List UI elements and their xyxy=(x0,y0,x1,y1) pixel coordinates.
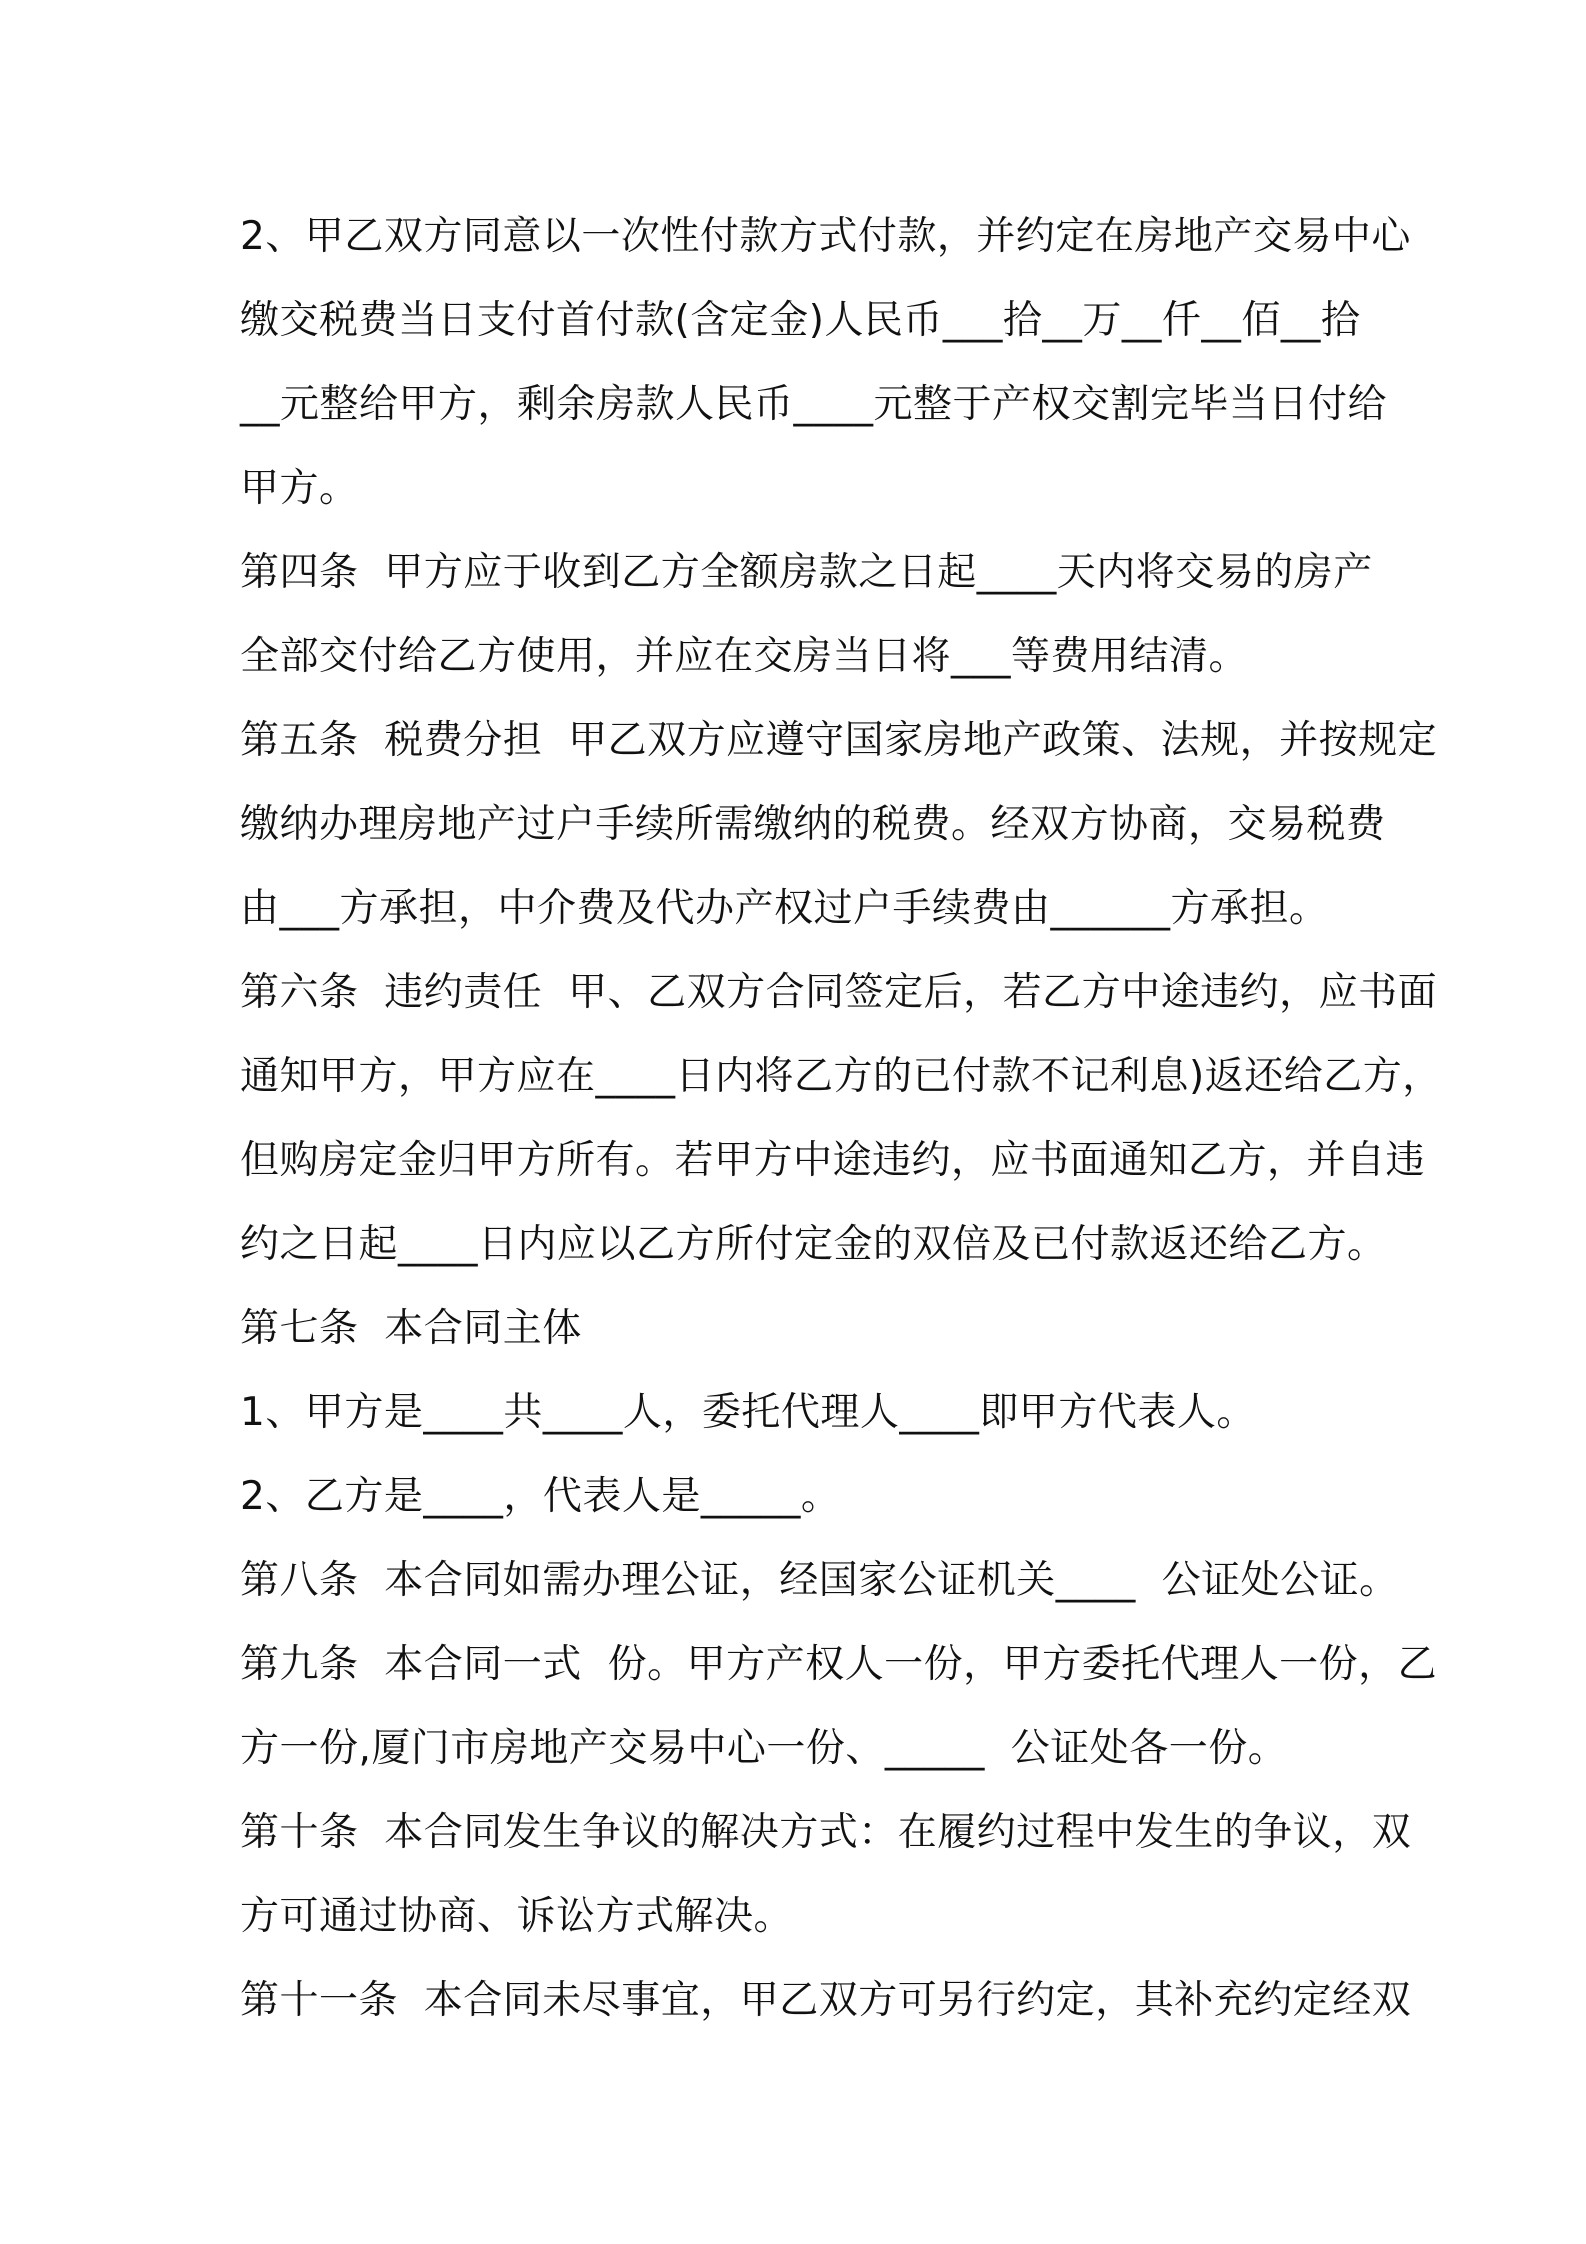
text-line: 但购房定金归甲方所有。若甲方中途违约，应书面通知乙方，并自违 xyxy=(240,1138,1426,1183)
article-10-line: 第十条 本合同发生争议的解决方式：在履约过程中发生的争议，双 xyxy=(240,1810,1412,1855)
text-line: 方一份,厦门市房地产交易中心一份、_____ 公证处各一份。 xyxy=(240,1726,1288,1771)
article-8-line: 第八条 本合同如需办理公证，经国家公证机关____ 公证处公证。 xyxy=(240,1558,1399,1603)
text-line: 甲方。 xyxy=(240,466,359,511)
article-9-line: 第九条 本合同一式 份。甲方产权人一份，甲方委托代理人一份，乙 xyxy=(240,1642,1438,1687)
text-line: 由___方承担，中介费及代办产权过户手续费由______方承担。 xyxy=(240,886,1329,931)
text-line: 缴交税费当日支付首付款(含定金)人民币___拾__万__仟__佰__拾 xyxy=(240,298,1361,343)
text-line: __元整给甲方，剩余房款人民币____元整于产权交割完毕当日付给 xyxy=(240,382,1388,427)
text-line: 2、乙方是____，代表人是_____。 xyxy=(240,1474,841,1519)
article-11-line: 第十一条 本合同未尽事宜，甲乙双方可另行约定，其补充约定经双 xyxy=(240,1978,1412,2023)
article-5-line: 第五条 税费分担 甲乙双方应遵守国家房地产政策、法规，并按规定 xyxy=(240,718,1438,763)
text-line: 缴纳办理房地产过户手续所需缴纳的税费。经双方协商，交易税费 xyxy=(240,802,1386,847)
text-line: 2、甲乙双方同意以一次性付款方式付款，并约定在房地产交易中心 xyxy=(240,214,1411,259)
text-line: 方可通过协商、诉讼方式解决。 xyxy=(240,1894,794,1939)
text-line: 约之日起____日内应以乙方所付定金的双倍及已付款返还给乙方。 xyxy=(240,1222,1387,1267)
text-line: 1、甲方是____共____人，委托代理人____即甲方代表人。 xyxy=(240,1390,1256,1435)
text-line: 通知甲方，甲方应在____日内将乙方的已付款不记利息)返还给乙方， xyxy=(240,1054,1442,1099)
text-line: 全部交付给乙方使用，并应在交房当日将___等费用结清。 xyxy=(240,634,1249,679)
article-7-line: 第七条 本合同主体 xyxy=(240,1306,582,1351)
article-6-line: 第六条 违约责任 甲、乙双方合同签定后，若乙方中途违约，应书面 xyxy=(240,970,1438,1015)
article-4-line: 第四条 甲方应于收到乙方全额房款之日起____天内将交易的房产 xyxy=(240,550,1373,595)
contract-text xyxy=(240,195,1442,2043)
